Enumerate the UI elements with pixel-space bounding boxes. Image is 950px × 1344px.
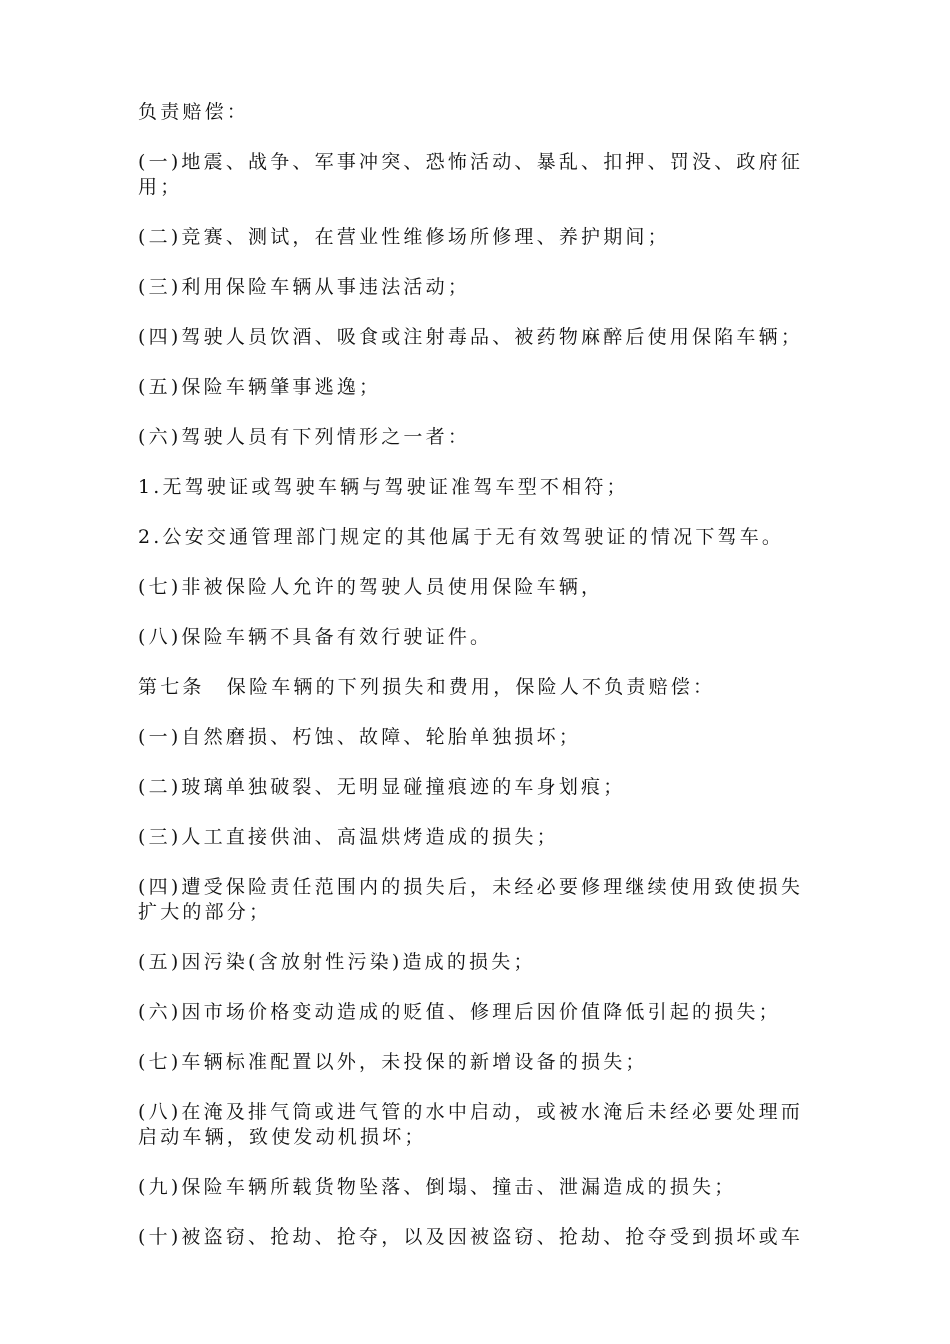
article-7-item-1: (一)自然磨损、朽蚀、故障、轮胎单独损坏；: [138, 726, 582, 748]
article-7-item-4: (四)遭受保险责任范围内的损失后，未经必要修理继续使用致使损失扩大的部分；: [138, 876, 804, 923]
paragraph-item-4: (四)驾驶人员饮酒、吸食或注射毒品、被药物麻醉后使用保陷车辆；: [138, 326, 804, 348]
paragraph-item-1: (一)地震、战争、军事冲突、恐怖活动、暴乱、扣押、罚没、政府征用；: [138, 151, 804, 198]
article-7-item-10: (十)被盗窃、抢劫、抢夺，以及因被盗窃、抢劫、抢夺受到损坏或车: [138, 1226, 804, 1248]
article-7-item-8: (八)在淹及排气筒或进气管的水中启动，或被水淹后未经必要处理而启动车辆，致使发动机损坏；: [138, 1101, 804, 1148]
paragraph-item-3: (三)利用保险车辆从事违法活动；: [138, 276, 471, 298]
paragraph-item-8: (八)保险车辆不具备有效行驶证件。: [138, 626, 493, 648]
paragraph-subitem-2: 2.公安交通管理部门规定的其他属于无有效驾驶证的情况下驾车。: [138, 526, 785, 548]
paragraph-item-2: (二)竞赛、测试，在营业性维修场所修理、养护期间；: [138, 226, 670, 248]
paragraph-subitem-1: 1.无驾驶证或驾驶车辆与驾驶证准驾车型不相符；: [138, 476, 629, 498]
article-7-item-9: (九)保险车辆所载货物坠落、倒塌、撞击、泄漏造成的损失；: [138, 1176, 737, 1198]
article-7-item-5: (五)因污染(含放射性污染)造成的损失；: [138, 951, 536, 973]
article-7-item-2: (二)玻璃单独破裂、无明显碰撞痕迹的车身划痕；: [138, 776, 626, 798]
paragraph-item-7: (七)非被保险人允许的驾驶人员使用保险车辆，: [138, 576, 604, 598]
paragraph-liability-intro: 负责赔偿：: [138, 101, 250, 123]
paragraph-item-6: (六)驾驶人员有下列情形之一者：: [138, 426, 471, 448]
article-7-item-6: (六)因市场价格变动造成的贬值、修理后因价值降低引起的损失；: [138, 1001, 781, 1023]
article-7-item-3: (三)人工直接供油、高温烘烤造成的损失；: [138, 826, 559, 848]
article-7-heading: 第七条 保险车辆的下列损失和费用，保险人不负责赔偿：: [138, 676, 716, 698]
article-7-item-7: (七)车辆标准配置以外，未投保的新增设备的损失；: [138, 1051, 648, 1073]
paragraph-item-5: (五)保险车辆肇事逃逸；: [138, 376, 382, 398]
document-body: [138, 100, 818, 1275]
